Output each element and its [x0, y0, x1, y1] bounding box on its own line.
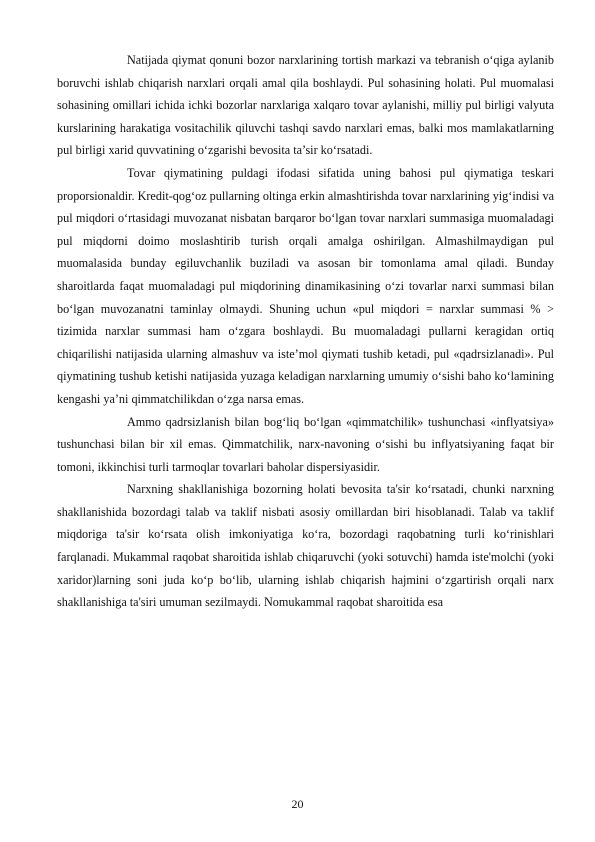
paragraph-market-competition: Narxning shakllanishiga bozorning holati bevosita ta'sir ko‘rsatadi, chunki narxning shakllanishida bozordagi talab va taklif nisbati asosiy omillardan biri hisoblanadi. Talab va taklif miqdoriga ta'sir ko‘rsata olish imkoniyatiga ko‘ra, bozordagi raqobatning turli ko‘rinishlari farqlanadi. Mukammal raqobat sharoitida ishlab chiqaruvchi (yoki sotuvchi) hamda iste'molchi (yoki xaridor)larning soni juda ko‘p bo‘lib, ularning ishlab chiqarish hajmini o‘zgartirish orqali narx shakllanishiga ta'siri umuman sezilmaydi. Nomukammal raqobat sharoitida esa — [57, 482, 554, 610]
paragraph-inflation: Ammo qadrsizlanish bilan bog‘liq bo‘lgan «qimmatchilik» tushunchasi «inflyatsiya» tushunchasi bilan bir xil emas. Qimmatchilik, narx-navoning o‘sishi bu inflyatsiyaning faqat bir tomoni, ikkinchisi turli tarmoqlar tovarlari baholar dispersiyasidir. — [57, 414, 554, 474]
page-number: 20 — [291, 797, 304, 811]
body-text — [57, 49, 554, 614]
paragraph-price-law: Natijada qiymat qonuni bozor narxlarining tortish markazi va tebranish o‘qiga aylanib boruvchi ishlab chiqarish narxlari orqali amal qila boshlaydi. Pul sohasining holati. Pul muomalasi sohasining omillari ichida ichki bozorlar narxlariga xalqaro tovar aylanishi, milliy pul birligi valyuta kurslarining harakatiga vositachilik qiluvchi tashqi savdo narxlari emas, balki mos mamlakatlarning pul birligi xarid quvvatining o‘zgarishi bevosita ta’sir ko‘rsatadi. — [57, 53, 554, 158]
paragraph-money-value: Tovar qiymatining puldagi ifodasi sifatida uning bahosi pul qiymatiga teskari proporsionaldir. Kredit-qog‘oz pullarning oltinga erkin almashtirishda tovar narxlarining yig‘indisi va pul miqdori o‘rtasidagi muvozanat nisbatan barqaror bo‘lgan tovar narxlari summasiga muomaladagi pul miqdorni doimo moslashtirib turish orqali amalga oshirilgan. Almashilmaydigan pul muomalasida bunday egiluvchanlik buziladi va asosan bir tomonlama amal qiladi. Bunday sharoitlarda faqat muomaladagi pul miqdorining dinamikasining o‘zi tovarlar narxi summasi bilan bo‘lgan muvozanatni taminlay olmaydi. Shuning uchun «pul miqdori = narxlar summasi % > tizimida narxlar summasi ham o‘zgara boshlaydi. Bu muomaladagi pullarni keragidan ortiq chiqarilishi natijasida ularning almashuv va iste’mol qiymati tushib ketadi, pul «qadrsizlanadi». Pul qiymatining tushub ketishi natijasida yuzaga keladigan narxlarning umumiy o‘sishi baho ko‘lamining kengashi ya’ni qimmatchilikdan o‘zga narsa emas. — [57, 165, 554, 406]
